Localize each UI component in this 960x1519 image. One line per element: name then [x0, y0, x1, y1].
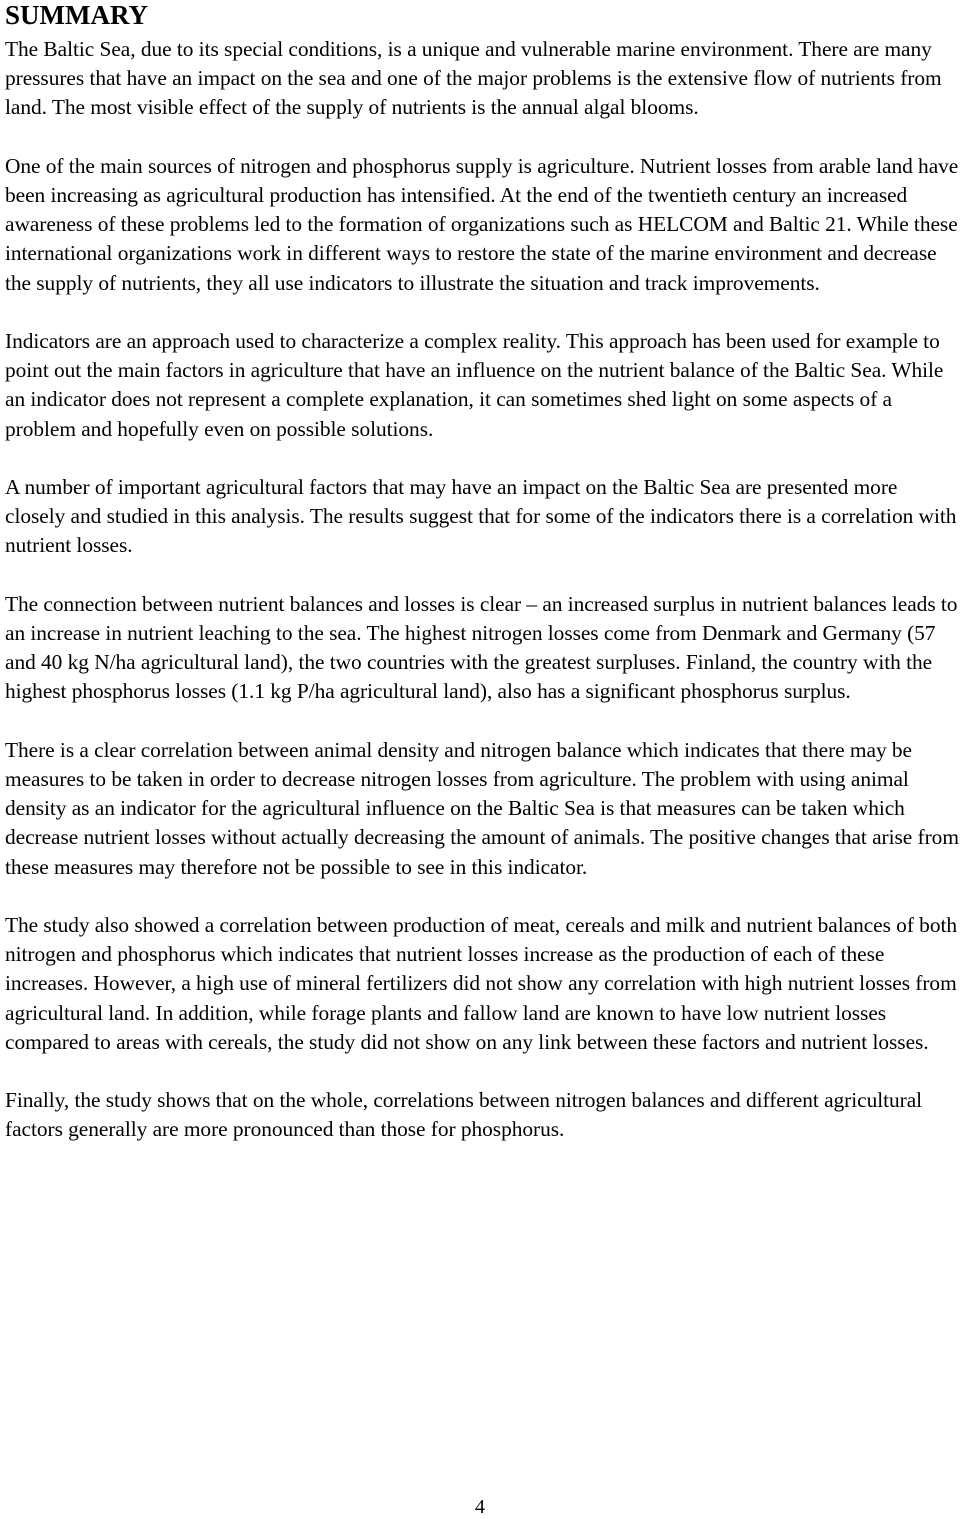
paragraph-intro: The Baltic Sea, due to its special conditions, is a unique and vulnerable marine environment. There are many pressures that have an impact on the sea and one of the major problems is the extensive flow of nutrients from land. The most visible effect of the supply of nutrients is the annual algal blooms.	[5, 37, 942, 120]
paragraph-factors: A number of important agricultural factors that may have an impact on the Baltic Sea are presented more closely and studied in this analysis. The results suggest that for some of the indicators there is a correlation with nutrient losses.	[5, 475, 957, 558]
paragraph-production: The study also showed a correlation between production of meat, cereals and milk and nutrient balances of both nitrogen and phosphorus which indicates that nutrient losses increase as the production of each of these increases. However, a high use of mineral fertilizers did not show any correlation with high nutrient losses from agricultural land. In addition, while forage plants and fallow land are known to have low nutrient losses compared to areas with cereals, the study did not show on any link between these factors and nutrient losses.	[5, 913, 958, 1054]
paragraph-balances: The connection between nutrient balances and losses is clear – an increased surplus in nutrient balances leads to an increase in nutrient leaching to the sea. The highest nitrogen losses come from Denmark and Germany (57 and 40 kg N/ha agricultural land), the two countries with the greatest surpluses. Finland, the country with the highest phosphorus losses (1.1 kg P/ha agricultural land), also has a significant phosphorus surplus.	[5, 591, 958, 704]
paragraph-sources: One of the main sources of nitrogen and phosphorus supply is agriculture. Nutrient losses from arable land have been increasing as agricultural production has intensified. At the end of the twentieth century an increased awareness of these problems led to the formation of organizations such as HELCOM and Baltic 21. While these international organizations work in different ways to restore the state of the marine environment and decrease the supply of nutrients, they all use indicators to illustrate the situation and track improvements.	[5, 153, 959, 295]
paragraph-conclusion: Finally, the study shows that on the whole, correlations between nitrogen balances and different agricultural factors generally are more pronounced than those for phosphorus.	[5, 1088, 923, 1142]
paragraph-indicators: Indicators are an approach used to characterize a complex reality. This approach has been used for example to point out the main factors in agriculture that have an influence on the nutrient balance of the Baltic Sea. While an indicator does not represent a complete explanation, it can sometimes shed light on some aspects of a problem and hopefully even on possible solutions.	[5, 329, 944, 441]
summary-heading: SUMMARY	[5, 0, 149, 30]
page-number: 4	[475, 1496, 485, 1518]
document-page	[5, 0, 960, 1145]
paragraph-animal-density: There is a clear correlation between animal density and nitrogen balance which indicates that there may be measures to be taken in order to decrease nitrogen losses from agriculture. The problem with using animal density as an indicator for the agricultural influence on the Baltic Sea is that measures can be taken which decrease nutrient losses without actually decreasing the amount of animals. The positive changes that arise from these measures may therefore not be possible to see in this indicator.	[5, 737, 959, 879]
